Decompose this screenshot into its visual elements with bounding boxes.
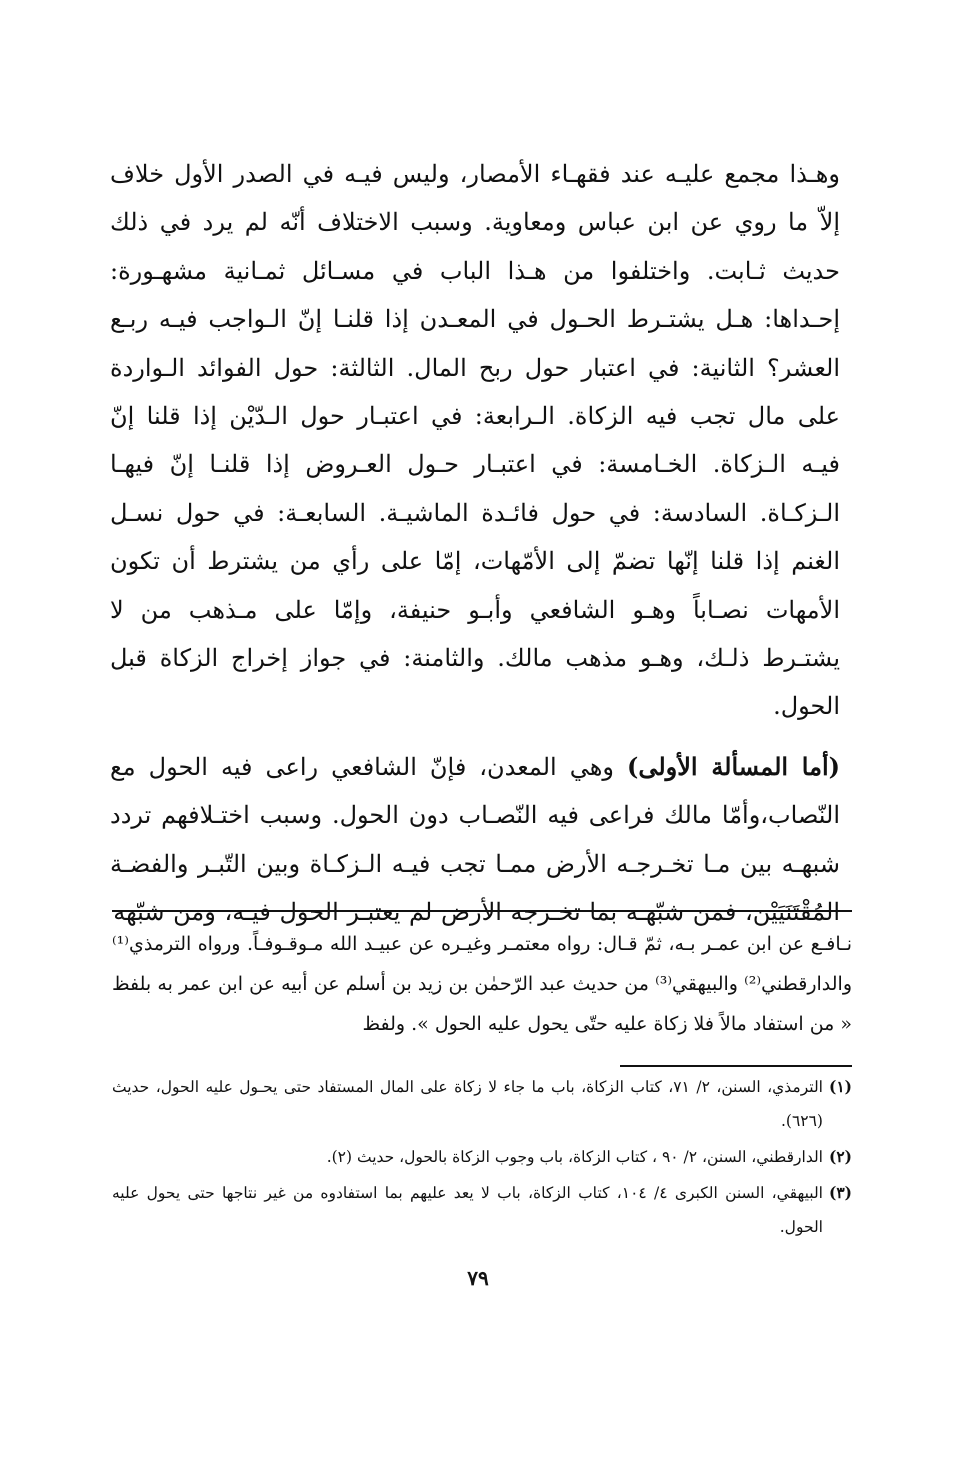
footnote-separator-long bbox=[112, 910, 852, 912]
footnote-item bbox=[112, 1140, 852, 1174]
footnote-continuation-text: نـافـع عن ابن عمـر بـه، ثمّ قـال: رواه معتمـر وغيـره عن عبيـد الله مـوقـوفـاً. ورواه الترمذي⁽¹⁾ والدارقطني⁽²⁾ والبيهقي⁽³⁾ من حديث عبد الرّحمٰن بن زيد بن أسلم عن أبيه عن ابن عمر به بلفظ « من استفاد مالاً فلا زكاة عليه حتّى يحول عليه الحول ». ولفظ bbox=[112, 933, 852, 1035]
footnote-item bbox=[112, 1070, 852, 1138]
footnote-list bbox=[112, 1070, 852, 1246]
footnote-text: البيهقي، السنن الكبرى ٤/ ١٠٤، كتاب الزكاة، باب لا يعد عليهم بما استفادوه من غير نتاجها حتى يحول عليه الحول. bbox=[112, 1184, 823, 1236]
footnote-number: (١) bbox=[828, 1077, 852, 1096]
paragraph-2-heading: (أما المسألة الأولى) bbox=[626, 751, 840, 781]
main-text bbox=[110, 150, 840, 937]
paragraph-2 bbox=[110, 743, 840, 937]
footnote-number: (٢) bbox=[828, 1147, 852, 1166]
footnote-separator-short bbox=[620, 1065, 852, 1067]
page-number: ٧٩ bbox=[467, 1266, 489, 1290]
paragraph-2-body: وهي المعدن، فإنّ الشافعي راعى فيه الحول مع النّصاب،وأمّا مالك فراعى فيه النّصـاب دون الحول. وسبب اختـلافهم تردد شبهـه بين مـا تخـرجـه الأرض ممـا تجب فيـه الـزكـاة وبين التّبـر والفضـة المُقْتَنَيَيْن، فمن شبّهـه بما تخـرجه الأرض لم يعتبـر الحول فيـه، ومن شبّهه bbox=[110, 752, 840, 927]
paragraph-1: وهـذا مجمع عليـه عند فقهـاء الأمصار، وليس فيـه في الصدر الأول خلاف إلاّ ما روي عن ابن عباس ومعاوية. وسبب الاختلاف أنّه لم يرد في ذلك حديث ثـابت. واختلفوا من هـذا الباب في مسـائل ثمـانية مشهـورة: إحـداها: هـل يشتـرط الحـول في المعـدن إذا قلنـا إنّ الـواجب فيـه ربـع العشر؟ الثانية: في اعتبار حول ربح المال. الثالثة: حول الفوائد الـواردة على مال تجب فيه الزكاة. الـرابعة: في اعتبـار حول الـدّيْن إذا قلنا إنّ فيـه الـزكاة. الخـامسة: في اعتبـار حـول العـروض إذا قلنـا إنّ فيهـا الـزكـاة. السادسة: في حول فائـدة الماشيـة. السابعـة: في حول نسـل الغنم إذا قلنا إنّها تضمّ إلى الأمّهات، إمّا على رأي من يشترط أن تكون الأمهات نصـاباً وهـو الشافعي وأبـو حنيفة، وإمّا على مـذهب من لا يشتـرط ذلـك، وهـو مذهب مالك. والثامنة: في جواز إخراج الزكاة قبل الحول. bbox=[110, 160, 840, 721]
footnote-item bbox=[112, 1176, 852, 1244]
footnote-text: الدارقطني، السنن، ٢/ ٩٠ ، كتاب الزكاة، باب وجوب الزكاة بالحول، حديث (٢). bbox=[326, 1148, 823, 1166]
footnote-number: (٣) bbox=[828, 1183, 852, 1202]
footnote-text: الترمذي، السنن، ٢/ ٧١، كتاب الزكاة، باب ما جاء لا زكاة على المال المستفاد حتى يحـول عليه الحول، حديث (٦٢٦). bbox=[112, 1078, 823, 1130]
